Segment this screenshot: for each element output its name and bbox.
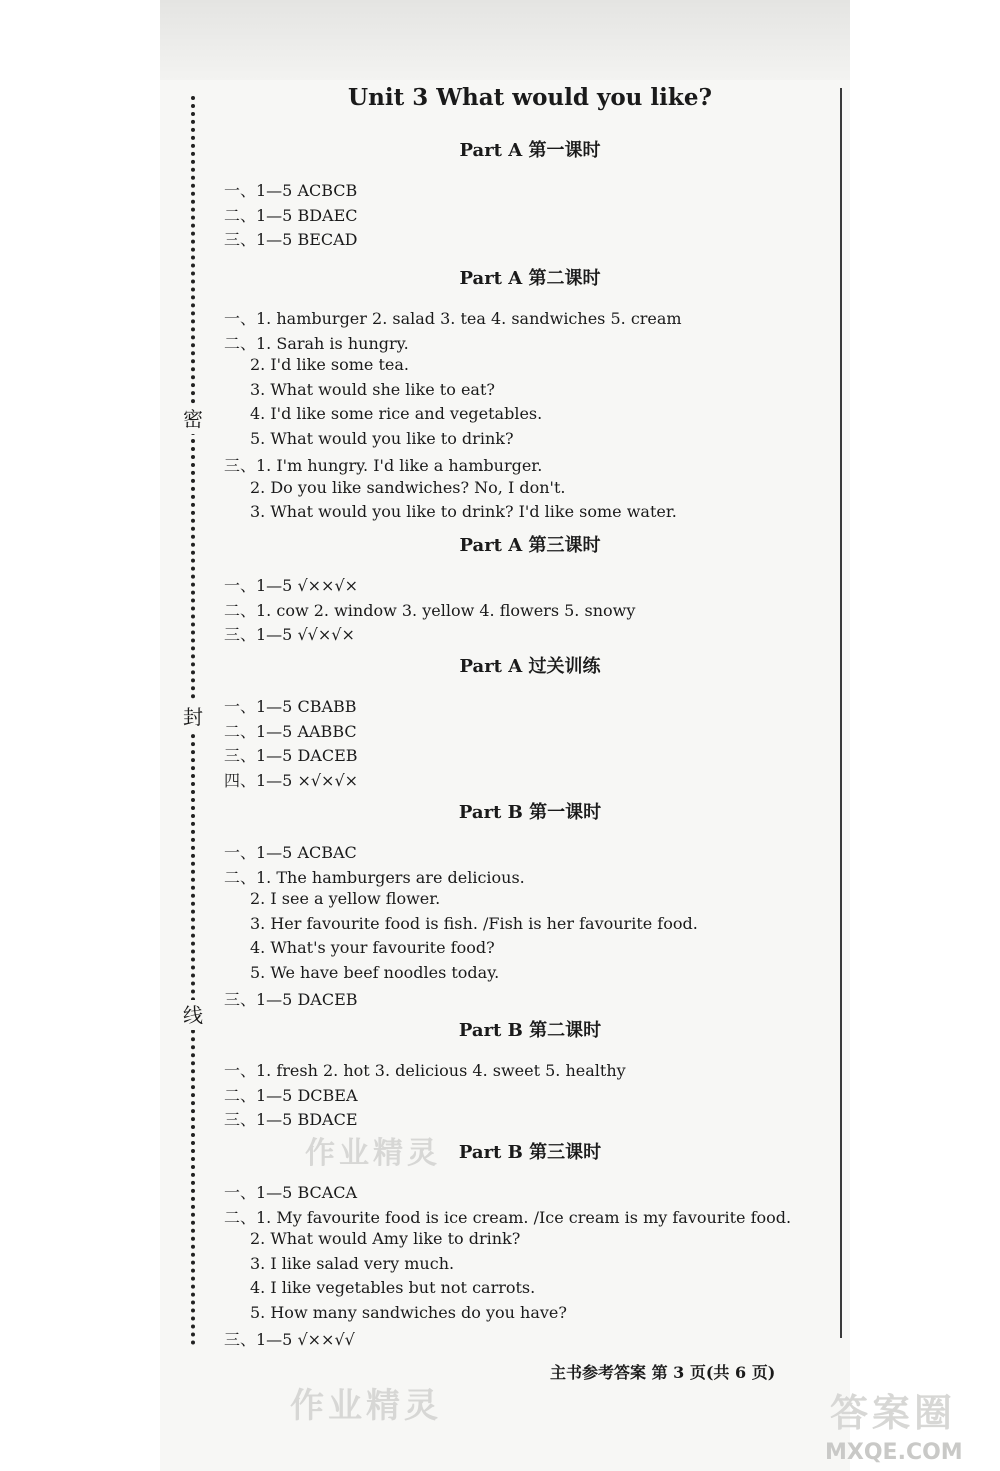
section-heading: Part B 第一课时 <box>458 802 602 823</box>
watermark-corner: 答案圈 <box>830 1390 957 1435</box>
answer-line: 三、1—5 √√×√× <box>224 625 355 644</box>
answer-line: 三、1. I'm hungry. I'd like a hamburger. <box>224 456 543 475</box>
answer-line: 三、1—5 √××√√ <box>224 1330 355 1349</box>
answer-line: 5. How many sandwiches do you have? <box>250 1302 567 1322</box>
answer-line: 一、1. fresh 2. hot 3. delicious 4. sweet 5. healthy <box>224 1061 626 1080</box>
answer-line: 4. I like vegetables but not carrots. <box>250 1278 536 1297</box>
answer-line: 二、1. cow 2. window 3. yellow 4. flowers 5. snowy <box>224 600 636 620</box>
answer-line: 四、1—5 ×√×√× <box>224 770 359 790</box>
answer-line: 2. What would Amy like to drink? <box>250 1229 521 1248</box>
answer-line: 一、1—5 CBABB <box>224 697 357 716</box>
watermark-bottom: 作业精灵 <box>290 1386 442 1426</box>
answer-line: 二、1—5 DCBEA <box>224 1085 358 1105</box>
section-heading: Part B 第二课时 <box>458 1020 602 1041</box>
page-footer: 主书参考答案 第 3 页(共 6 页) <box>550 1363 776 1382</box>
section-heading: Part A 第二课时 <box>459 268 601 289</box>
answer-line: 5. What would you like to drink? <box>250 428 514 448</box>
page-title: Unit 3 What would you like? <box>348 84 712 111</box>
answer-line: 三、1—5 DACEB <box>224 990 358 1009</box>
answer-line: 一、1—5 BCACA <box>224 1183 358 1202</box>
right-margin-rule <box>840 88 842 1338</box>
answer-line: 2. I'd like some tea. <box>250 355 409 374</box>
section-heading: Part B 第三课时 <box>458 1142 602 1163</box>
section-heading: Part A 第一课时 <box>459 140 601 161</box>
seal-char-mi: 密 <box>178 404 208 434</box>
answer-line: 5. We have beef noodles today. <box>250 962 500 982</box>
seal-char-xian: 线 <box>178 1000 208 1030</box>
answer-line: 2. I see a yellow flower. <box>250 889 441 908</box>
section-heading: Part A 过关训练 <box>459 656 601 677</box>
answer-line: 3. Her favourite food is fish. /Fish is her favourite food. <box>250 913 698 933</box>
answer-line: 一、1—5 √××√× <box>224 576 359 595</box>
answer-line: 3. I like salad very much. <box>250 1253 455 1273</box>
answer-line: 2. Do you like sandwiches? No, I don't. <box>250 477 566 497</box>
section-heading: Part A 第三课时 <box>459 535 601 556</box>
watermark-site: MXQE.COM <box>825 1440 963 1465</box>
scan-shadow <box>160 0 850 80</box>
answer-line: 三、1—5 DACEB <box>224 746 358 765</box>
answer-line: 4. What's your favourite food? <box>250 938 495 957</box>
answer-line: 二、1. My favourite food is ice cream. /Ice cream is my favourite food. <box>224 1207 792 1227</box>
answer-line: 一、1—5 ACBAC <box>224 843 357 862</box>
answer-line: 3. What would she like to eat? <box>250 379 495 399</box>
answer-line: 一、1. hamburger 2. salad 3. tea 4. sandwiches 5. cream <box>224 309 682 328</box>
answer-line: 三、1—5 BECAD <box>224 230 358 249</box>
answer-line: 3. What would you like to drink? I'd like some water. <box>250 502 677 521</box>
answer-line: 二、1. Sarah is hungry. <box>224 333 409 353</box>
seal-char-feng: 封 <box>178 702 208 732</box>
answer-line: 二、1. The hamburgers are delicious. <box>224 867 525 887</box>
answer-line: 二、1—5 AABBC <box>224 721 357 741</box>
answer-line: 一、1—5 ACBCB <box>224 181 358 200</box>
answer-line: 三、1—5 BDACE <box>224 1110 358 1129</box>
answer-line: 4. I'd like some rice and vegetables. <box>250 404 543 423</box>
watermark-mid: 作业精灵 <box>305 1136 441 1171</box>
answer-line: 二、1—5 BDAEC <box>224 205 358 225</box>
